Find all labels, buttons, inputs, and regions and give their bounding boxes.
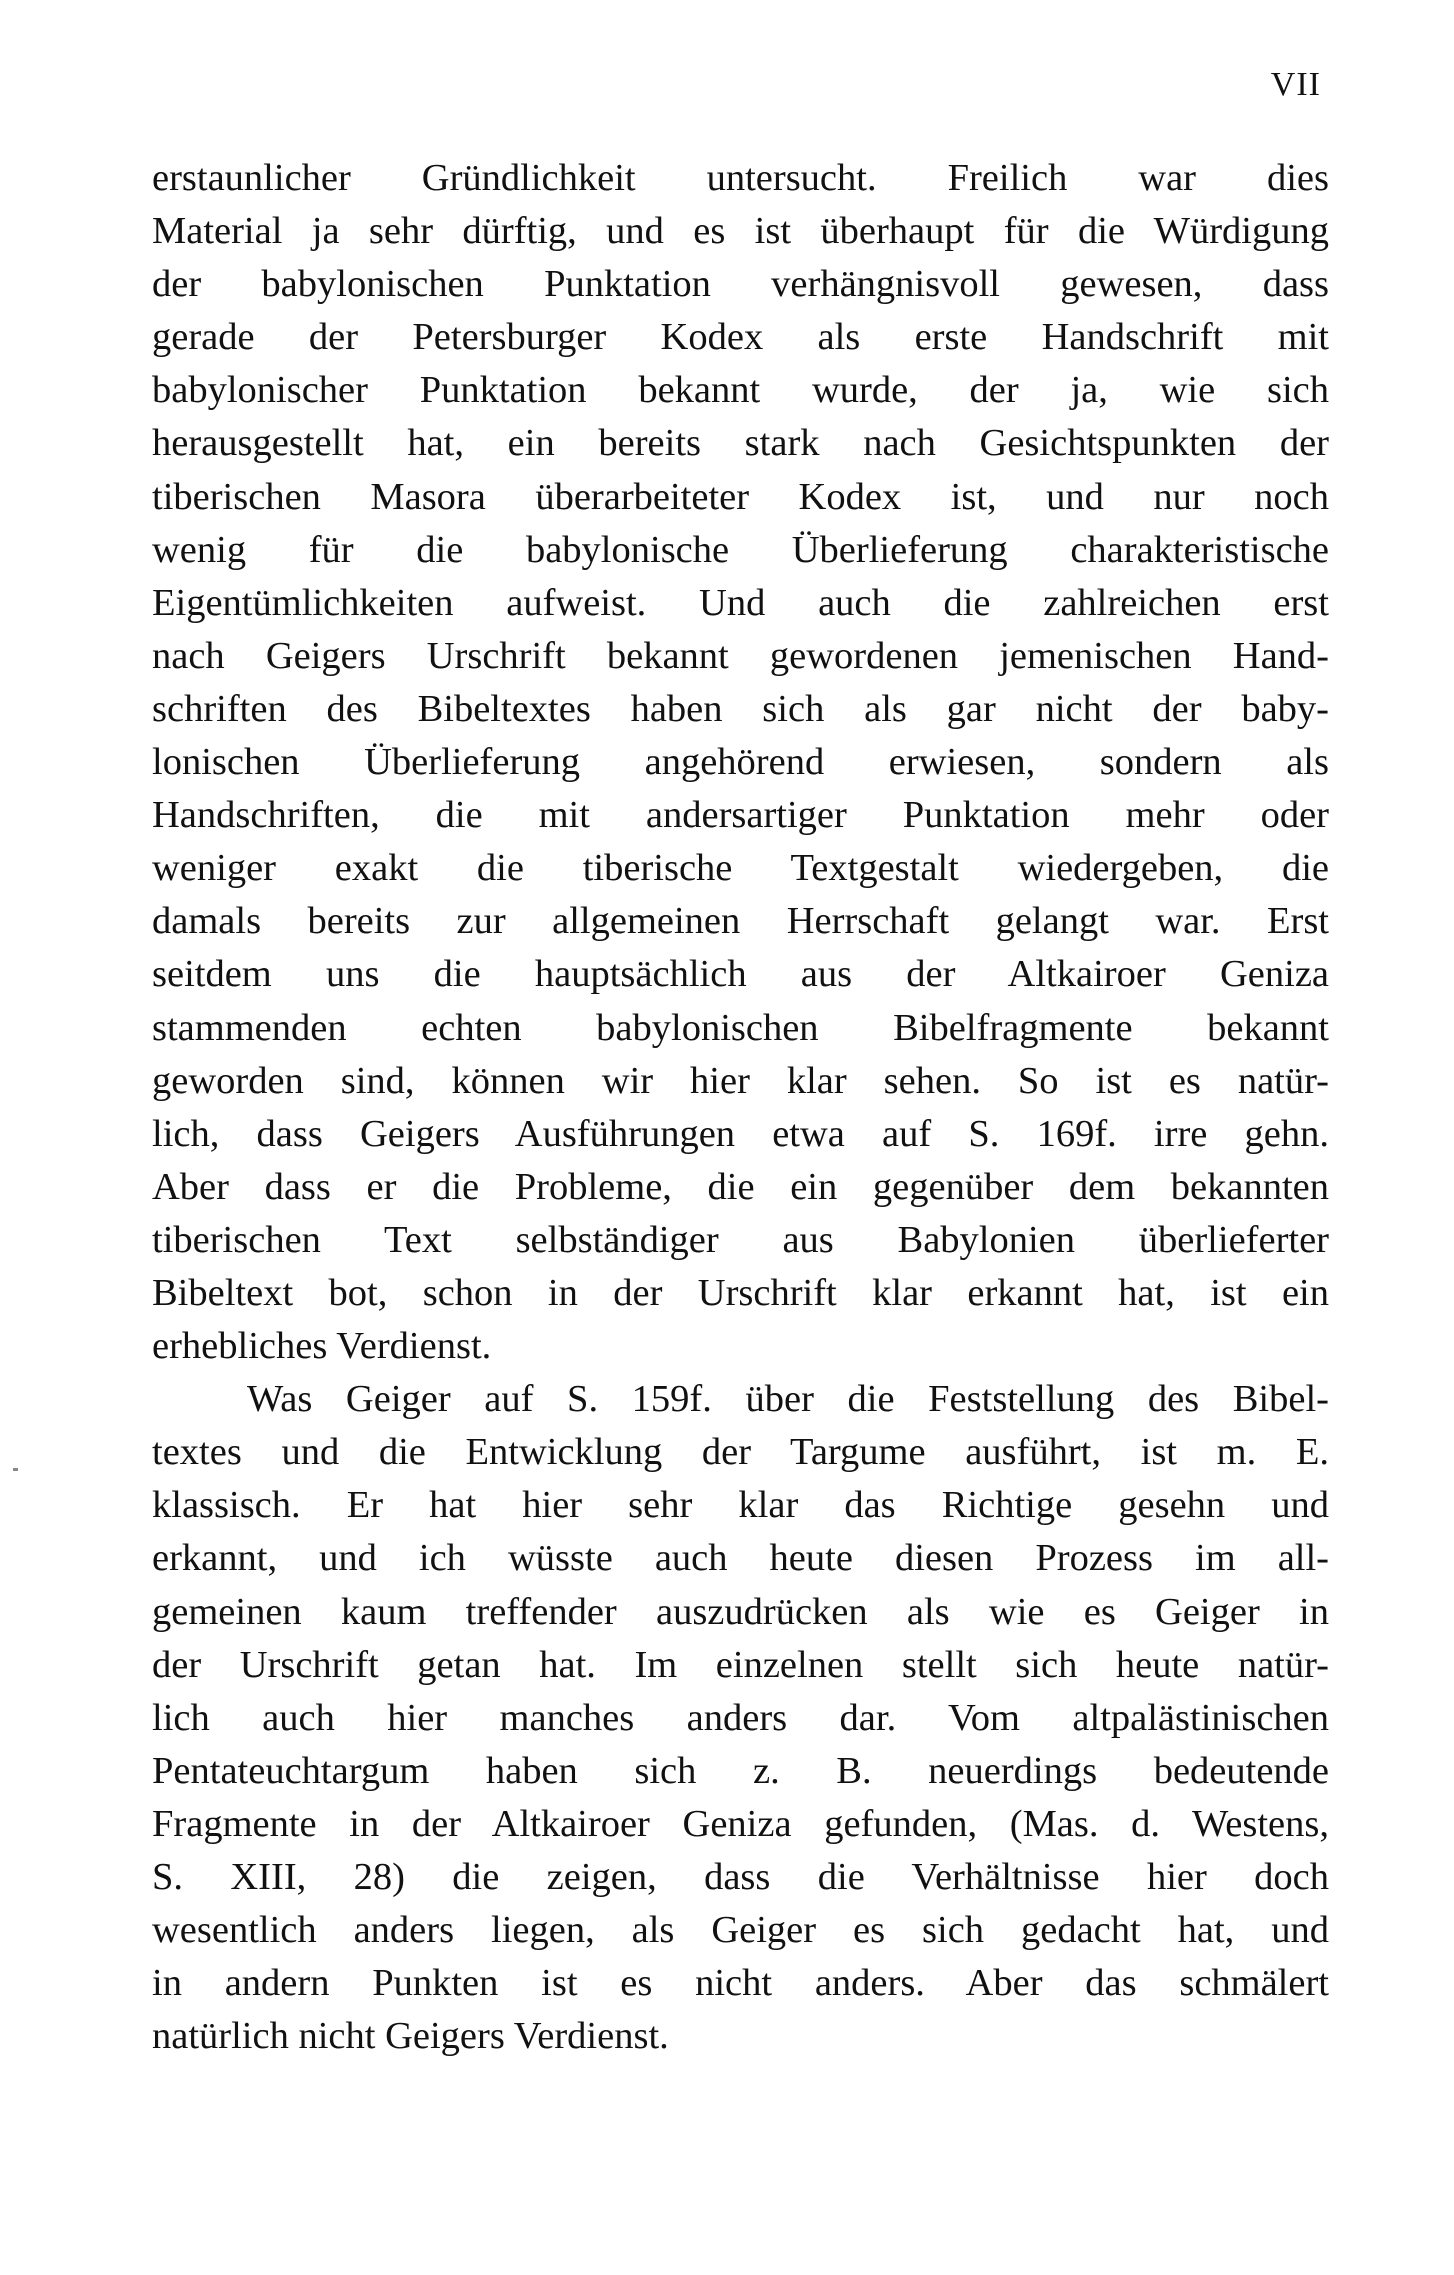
stray-ink-mark: [13, 1468, 18, 1471]
text-line: in andern Punkten ist es nicht anders. Aber das schmälert: [152, 1962, 1329, 2005]
text-line: babylonischer Punktation bekannt wurde, der ja, wie sich: [152, 369, 1329, 412]
text-line: wesentlich anders liegen, als Geiger es sich gedacht hat, und: [152, 1909, 1329, 1952]
paragraph: [152, 152, 1329, 1373]
text-line: Bibeltext bot, schon in der Urschrift klar erkannt hat, ist ein: [152, 1271, 1329, 1314]
text-line: Pentateuchtargum haben sich z. B. neuerdings bedeutende: [152, 1749, 1329, 1792]
text-line: natürlich nicht Geigers Verdienst.: [152, 2015, 669, 2058]
text-line: damals bereits zur allgemeinen Herrschaft gelangt war. Erst: [152, 900, 1329, 943]
body-text: [152, 152, 1329, 2063]
text-line: geworden sind, können wir hier klar sehen. So ist es natür-: [152, 1059, 1329, 1102]
text-line: gerade der Petersburger Kodex als erste Handschrift mit: [152, 316, 1329, 359]
text-line: gemeinen kaum treffender auszudrücken als wie es Geiger in: [152, 1590, 1329, 1633]
text-line: Handschriften, die mit andersartiger Punktation mehr oder: [152, 794, 1329, 837]
text-line: Fragmente in der Altkairoer Geniza gefunden, (Mas. d. Westens,: [152, 1802, 1329, 1845]
text-line: lonischen Überlieferung angehörend erwiesen, sondern als: [152, 741, 1329, 784]
page-number: VII: [1270, 66, 1321, 103]
text-line: lich, dass Geigers Ausführungen etwa auf S. 169f. irre gehn.: [152, 1112, 1329, 1155]
text-line: der babylonischen Punktation verhängnisvoll gewesen, dass: [152, 263, 1329, 306]
text-line: Eigentümlichkeiten aufweist. Und auch die zahlreichen erst: [152, 581, 1329, 624]
text-line: herausgestellt hat, ein bereits stark nach Gesichtspunkten der: [152, 422, 1329, 465]
paragraph: [152, 1373, 1329, 2063]
text-line: Aber dass er die Probleme, die ein gegenüber dem bekannten: [152, 1165, 1329, 1208]
text-line: klassisch. Er hat hier sehr klar das Richtige gesehn und: [152, 1484, 1329, 1527]
text-line: textes und die Entwicklung der Targume ausführt, ist m. E.: [152, 1431, 1329, 1474]
text-line: tiberischen Text selbständiger aus Babylonien überlieferter: [152, 1218, 1329, 1261]
text-line: S. XIII, 28) die zeigen, dass die Verhältnisse hier doch: [152, 1856, 1329, 1898]
text-line: erstaunlicher Gründlichkeit untersucht. Freilich war dies: [152, 157, 1329, 199]
text-line: erhebliches Verdienst.: [152, 1325, 492, 1368]
text-line: tiberischen Masora überarbeiteter Kodex ist, und nur noch: [152, 475, 1329, 518]
text-line: Was Geiger auf S. 159f. über die Feststellung des Bibel-: [247, 1378, 1329, 1421]
text-line: weniger exakt die tiberische Textgestalt wiedergeben, die: [152, 847, 1329, 890]
text-line: der Urschrift getan hat. Im einzelnen stellt sich heute natür-: [152, 1643, 1329, 1686]
text-line: schriften des Bibeltextes haben sich als gar nicht der baby-: [152, 687, 1329, 730]
text-line: nach Geigers Urschrift bekannt gewordenen jemenischen Hand-: [152, 634, 1329, 677]
text-line: seitdem uns die hauptsächlich aus der Altkairoer Geniza: [152, 953, 1329, 996]
text-line: stammenden echten babylonischen Bibelfragmente bekannt: [152, 1006, 1329, 1049]
text-line: erkannt, und ich wüsste auch heute diesen Prozess im all-: [152, 1537, 1329, 1580]
text-line: lich auch hier manches anders dar. Vom altpalästinischen: [152, 1696, 1329, 1739]
text-line: Material ja sehr dürftig, und es ist überhaupt für die Würdigung: [152, 210, 1329, 253]
text-line: wenig für die babylonische Überlieferung charakteristische: [152, 528, 1329, 571]
